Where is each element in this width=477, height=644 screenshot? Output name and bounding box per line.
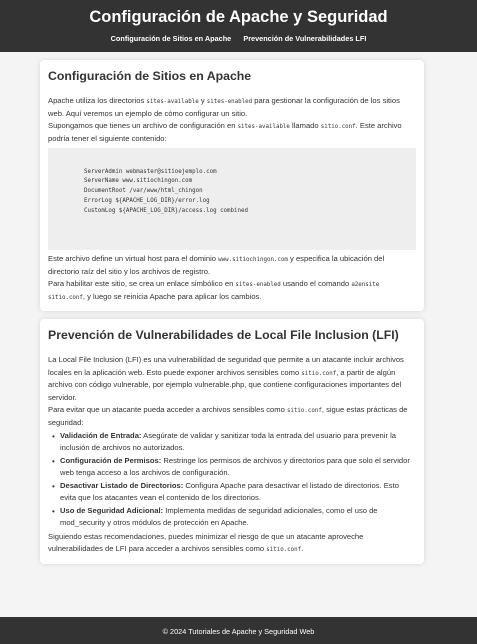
main-nav bbox=[0, 34, 477, 44]
paragraph: Siguiendo estas recomendaciones, puedes minimizar el riesgo de que un atacante aproveche vulnerabilidades de LFI para acceder a archivos sensibles como sitio.conf. bbox=[48, 531, 364, 554]
inline-code: sites-enabled bbox=[206, 98, 253, 105]
paragraph: La Local File Inclusion (LFI) es una vulnerabilidad de seguridad que permite a un atacante incluir archivos locales en la aplicación web. Esto puede exponer archivos sensibles como sitio.conf, a partir de algún archivo con código vulnerable, por ejemplo vulnerable.php, que contiene configuraciones importantes del servidor. bbox=[48, 355, 404, 402]
copyright-text: © 2024 Tutoriales de Apache y Seguridad Web bbox=[162, 627, 315, 636]
page-title: Configuración de Apache y Seguridad bbox=[89, 8, 388, 26]
nav-link-lfi-prevention[interactable]: Prevención de Vulnerabilidades LFI bbox=[243, 33, 367, 43]
main-content bbox=[0, 52, 477, 564]
inline-code: a2ensite sitio.conf bbox=[48, 282, 380, 301]
paragraph: Apache utiliza los directorios sites-available y sites-enabled para gestionar la configuración de los sitios web. Aquí veremos un ejemplo de cómo configurar un sitio. bbox=[48, 95, 400, 118]
inline-code: sites-available bbox=[146, 98, 199, 105]
nav-link-apache-sites[interactable]: Configuración de Sitios en Apache bbox=[110, 33, 232, 43]
paragraph: Supongamos que tienes un archivo de configuración en sites-available llamado sitio.conf. Este archivo podría tener el siguiente contenido: bbox=[48, 121, 402, 143]
inline-code: sitio.conf bbox=[286, 408, 322, 415]
page-footer bbox=[0, 617, 477, 644]
paragraph: Para habilitar este sitio, se crea un enlace simbólico en sites-enabled usando el comando a2ensite sitio.conf, y luego se reinicia Apache para aplicar los cambios. bbox=[48, 279, 380, 301]
inline-code: sitio.conf bbox=[320, 124, 356, 131]
page-header bbox=[0, 0, 477, 52]
section-title: Prevención de Vulnerabilidades de Local File Inclusion (LFI) bbox=[48, 328, 399, 343]
inline-code: www.sitiochingon.com bbox=[218, 257, 288, 264]
list-item: • Desactivar Listado de Directorios: Configura Apache para desactivar el listado de directorios. Esto evita que los atacantes vean el contenido de los directorios. bbox=[52, 480, 416, 505]
inline-code: sitio.conf bbox=[301, 370, 337, 377]
inline-code: sites-available bbox=[237, 124, 290, 131]
inline-code: sitio.conf bbox=[266, 547, 302, 554]
list-item: • Configuración de Permisos: Restringe los permisos de archivos y directorios para que solo el servidor web tenga acceso a los archivos de configuración. bbox=[52, 455, 416, 480]
security-practices-list bbox=[52, 430, 416, 530]
list-item: • Uso de Seguridad Adicional: Implementa medidas de seguridad adicionales, como el uso de mod_security y otros módulos de protección en Apache. bbox=[52, 505, 416, 530]
inline-code: sites-enabled bbox=[235, 282, 281, 289]
lfi-prevention-section bbox=[40, 319, 424, 563]
list-item: • Validación de Entrada: Asegúrate de validar y sanitizar toda la entrada del usuario para prevenir la inclusión de archivos no autorizados. bbox=[52, 430, 416, 455]
apache-sites-section bbox=[40, 60, 424, 311]
code-block: ServerAdmin webmaster@sitioejemplo.com ServerName www.sitiochingon.com DocumentRoot /var/www/html_chingon ErrorLog ${APACHE_LOG_DIR}/error.log CustomLog ${APACHE_LOG_DIR}/access.log combined bbox=[48, 148, 416, 250]
section-title: Configuración de Sitios en Apache bbox=[48, 69, 252, 83]
paragraph: Este archivo define un virtual host para el dominio www.sitiochingon.com y especifica la ubicación del directorio raíz del sitio y los archivos de registro. bbox=[48, 254, 385, 276]
paragraph: Para evitar que un atacante pueda acceder a archivos sensibles como sitio.conf, sigue estas prácticas de seguridad: bbox=[48, 405, 408, 427]
